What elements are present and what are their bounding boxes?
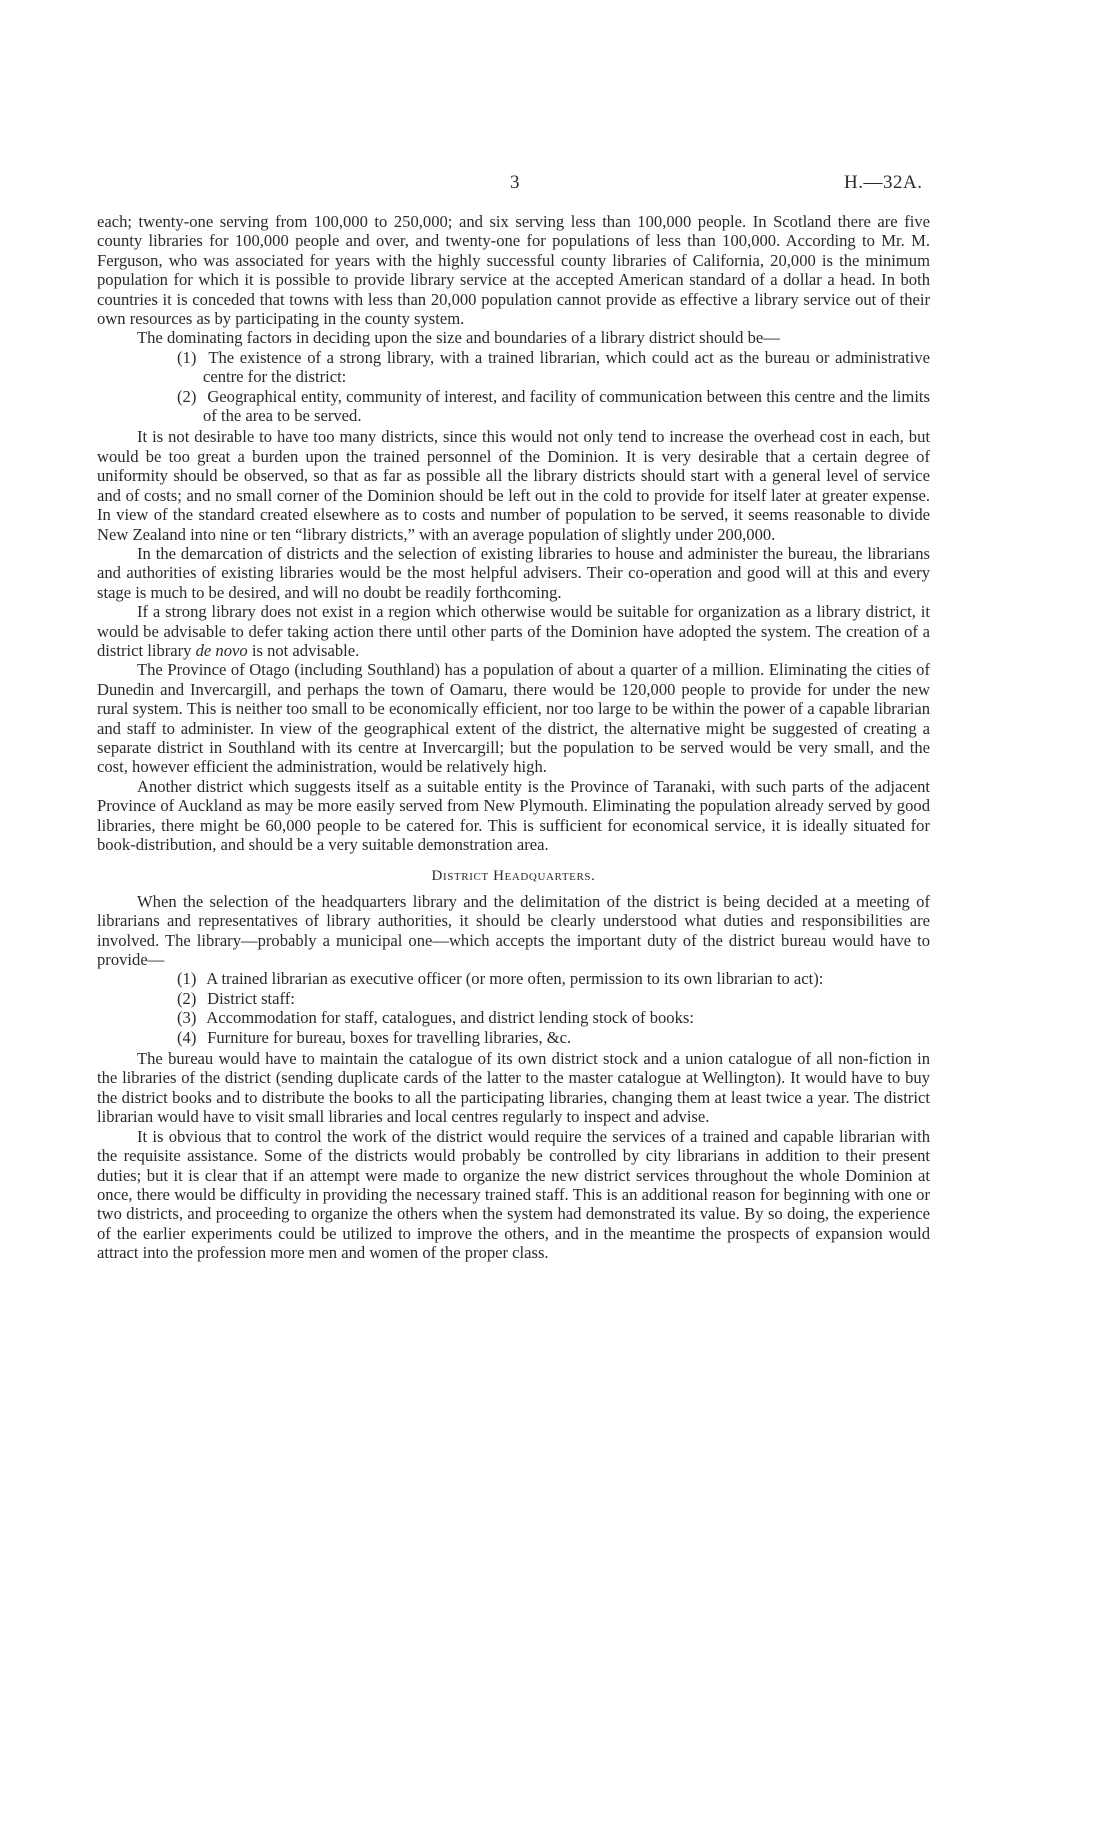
list-item <box>97 1028 930 1047</box>
list-text: A trained librarian as executive officer (or more often, permission to its own librarian to act): <box>206 969 824 989</box>
body-text <box>97 212 930 1263</box>
list-number: (2) <box>177 386 197 406</box>
paragraph-text: is not advisable. <box>251 640 360 660</box>
list-text: The existence of a strong library, with a trained librarian, which could act as the bureau or administrative centre for the district: <box>203 347 930 387</box>
list-number: (1) <box>177 969 197 989</box>
list-text: District staff: <box>207 988 295 1008</box>
list-number: (1) <box>177 347 197 367</box>
list-text: Geographical entity, community of interest, and facility of communication between this centre and the limits of the area to be served. <box>203 386 930 426</box>
paragraph: The dominating factors in deciding upon the size and boundaries of a library district should be— <box>137 328 780 348</box>
document-reference: H.—32A. <box>844 172 923 193</box>
paragraph: The bureau would have to maintain the catalogue of its own district stock and a union catalogue of all non-fiction in the libraries of the district (sending duplicate cards of the latter to the master catalogue at Wellington). It would have to buy the district books and to distribute the books to all the participating libraries, changing them at least twice a year. The district librarian would have to visit small libraries and local centres regularly to inspect and advise. <box>97 1049 930 1127</box>
list-item <box>97 1008 930 1027</box>
paragraph <box>97 602 930 660</box>
factors-list <box>97 348 930 426</box>
list-item <box>97 969 930 988</box>
section-heading: District Headquarters. <box>431 868 596 885</box>
paragraph: It is obvious that to control the work of the district would require the services of a trained and capable librarian with the requisite assistance. Some of the districts would probably be controlled by city librarians in addition to their present duties; but it is clear that if an attempt were made to organize the new district services throughout the whole Dominion at once, there would be difficulty in providing the necessary trained staff. This is an additional reason for beginning with one or two districts, and proceeding to organize the others when the system had demonstrated its value. By so doing, the experience of the earlier experiments could be utilized to improve the others, and in the meantime the prospects of expansion would attract into the profession more men and women of the proper class. <box>97 1126 930 1263</box>
list-text: Furniture for bureau, boxes for travelling libraries, &c. <box>207 1027 572 1047</box>
paragraph: each; twenty-one serving from 100,000 to 250,000; and six serving less than 100,000 people. In Scotland there are five county libraries for 100,000 people and over, and twenty-one for populations of less than 100,000. According to Mr. M. Ferguson, who was associated for years with the highly successful county libraries of California, 20,000 is the minimum population for which it is possible to provide library service at the accepted American standard of a dollar a head. In both countries it is conceded that towns with less than 20,000 population cannot provide as effective a library service out of their own resources as by participating in the county system. <box>97 212 930 329</box>
list-number: (4) <box>177 1027 197 1047</box>
paragraph: When the selection of the headquarters library and the delimitation of the district is being decided at a meeting of librarians and representatives of library authorities, it should be clearly understood what duties and responsibilities are involved. The library—probably a municipal one—which accepts the important duty of the district bureau would have to provide— <box>97 891 930 970</box>
page-number: 3 <box>510 172 520 193</box>
italic-phrase: de novo <box>195 640 248 660</box>
provide-list <box>97 969 930 1047</box>
list-text: Accommodation for staff, catalogues, and district lending stock of books: <box>206 1008 694 1028</box>
paragraph: It is not desirable to have too many districts, since this would not only tend to increase the overhead cost in each, but would be too great a burden upon the trained personnel of the Dominion. It is very desirable that a certain degree of uniformity should be observed, so that as far as possible all the library districts should start with a general level of service and of costs; and no small corner of the Dominion should be left out in the cold to provide for itself later at greater expense. In view of the standard created elsewhere as to costs and number of population to be served, it seems reasonable to divide New Zealand into nine or ten “library districts,” with an average population of slightly under 200,000. <box>97 427 930 544</box>
list-number: (3) <box>177 1008 197 1028</box>
list-item <box>97 989 930 1008</box>
paragraph-text: If a strong library does not exist in a region which otherwise would be suitable for organization as a library district, it would be advisable to defer taking action there until other parts of the Dominion have adopted the system. The creation of a district library <box>97 602 930 660</box>
list-item <box>97 387 930 426</box>
paragraph: Another district which suggests itself as a suitable entity is the Province of Taranaki, with such parts of the adjacent Province of Auckland as may be more easily served from New Plymouth. Eliminating the population already served by good libraries, there might be 60,000 people to be catered for. This is sufficient for economical service, it is ideally situated for book-distribution, and should be a very suitable demonstration area. <box>97 776 930 854</box>
list-item <box>97 348 930 387</box>
paragraph: The Province of Otago (including Southland) has a population of about a quarter of a million. Eliminating the cities of Dunedin and Invercargill, and perhaps the town of Oamaru, there would be 120,000 people to provide for under the new rural system. This is neither too small to be economically efficient, nor too large to be within the power of a capable librarian and staff to administer. In view of the geographical extent of the district, the alternative might be suggested of creating a separate district in Southland with its centre at Invercargill; but the population to be served would be very small, and the cost, however efficient the administration, would be relatively high. <box>97 660 930 777</box>
list-number: (2) <box>177 988 197 1008</box>
paragraph: In the demarcation of districts and the selection of existing libraries to house and administer the bureau, the librarians and authorities of existing libraries would be the most helpful advisers. Their co-operation and good will at this and every stage is much to be desired, and will no doubt be readily forthcoming. <box>97 543 930 602</box>
